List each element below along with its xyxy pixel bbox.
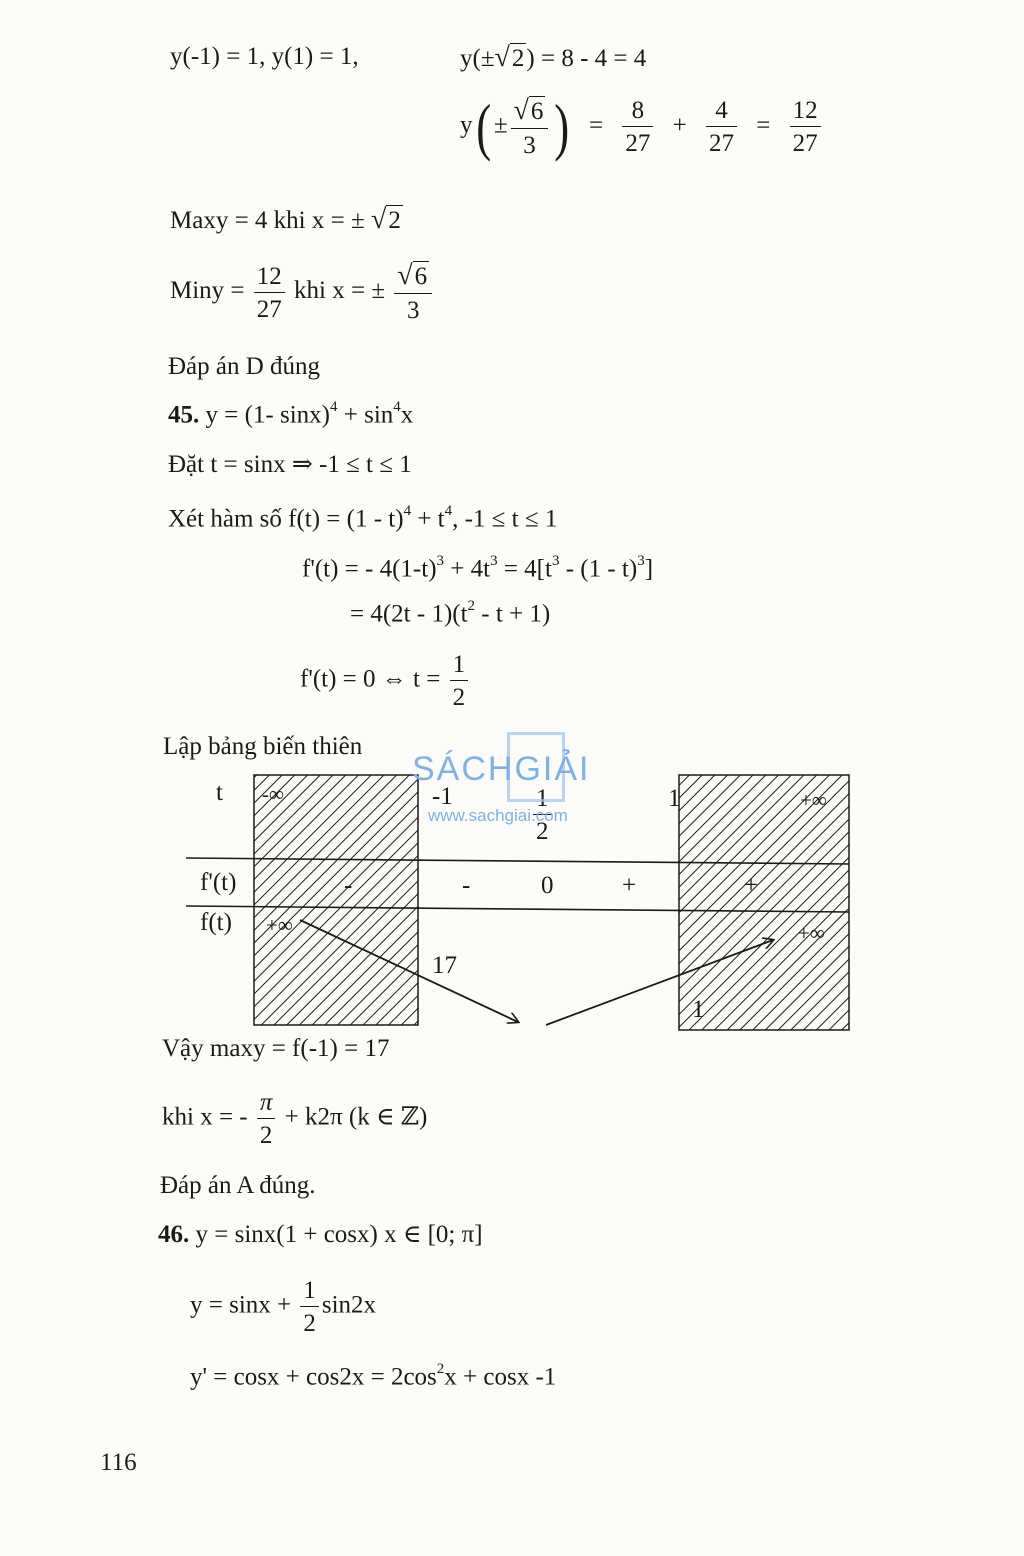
t-neg-inf: -∞ [262,782,284,806]
eval-sqrt6-over-3: y( ± $\frac{√6}{3}$ ) = $\frac{8}{27}$ + $\frac{4}{27}$ = $\frac{12}{27}$ [460,95,824,159]
t-minus-one: -1 [432,783,453,810]
answer-a: Đáp án A đúng. [160,1172,316,1199]
t-one: 1 [668,785,681,812]
derivative-2: = $4(2t - 1)(t^2 - t + 1)$ [350,598,551,628]
max-conclusion: Vậy maxy = f(-1) = 17 [162,1035,390,1062]
y-rewrite: y = sinx + $\frac{1}{2}$ sin2x [190,1277,377,1337]
y-derivative: $y' = \cos x + \cos 2x = 2\cos^2x + \cos x$ -1 [190,1361,557,1391]
f-value-1: 1 [692,996,705,1023]
max-statement: Maxy = 4 khi x = ± √2 [170,204,401,235]
sign-zero: 0 [541,872,554,899]
table-heading: Lập bảng biến thiên [163,733,363,760]
t-pos-inf: +∞ [800,788,827,812]
sign-plus: + [622,872,637,899]
row-label-fprime: f'(t) [200,869,237,896]
derivative-zero: f'(t) = 0 ⇔ t = $\frac{1}{2}$ [300,652,471,710]
row-label-t: t [216,779,223,806]
watermark-title: SÁCHGIẢI [412,750,591,788]
derivative-1: f'(t) = - $4(1-t)^3 + 4t^3 = 4[t^3 - (1 - t)^3]$ [302,553,654,583]
sign-hatched-left: - [344,872,353,899]
sign-hatched-right: + [744,872,759,899]
problem-46: 46. y = sinx(1 + cosx) x ∈ [0; π] [158,1221,483,1248]
problem-45: 45. y = (1- $\sin x)^4 + \sin^4x$ [168,399,414,429]
hatched-region-left [254,775,418,1025]
function-def: Xét hàm số $f(t) = (1 - t)^4 + t^4$, -1 ≤ t ≤ 1 [168,503,558,533]
row-label-f: f(t) [200,909,232,936]
substitution: Đặt t = sinx ⇒ -1 ≤ t ≤ 1 [168,451,412,478]
hatched-region-right [679,775,849,1030]
eval-points: y(-1) = 1, y(1) = 1, [170,43,359,70]
f-pos-inf-right: +∞ [798,921,825,945]
sign-minus: - [462,872,471,899]
f-pos-inf-left: +∞ [266,913,293,937]
x-solution: khi x = - $\frac{\pi}{2}$ + k2π (k ∈ ℤ) [162,1089,428,1149]
t-half: $\frac{1}{2}$ [530,786,555,844]
watermark-url: www.sachgiai.com [428,806,568,825]
watermark-logo [408,730,628,830]
min-statement: Miny = $\frac{12}{27}$ khi x = ± $\frac{√6}{3}$ [170,262,435,323]
f-value-17: 17 [432,952,457,979]
eval-sqrt2: y(±√2) = 8 - 4 = 4 [460,42,647,73]
answer-d: Đáp án D đúng [168,353,321,380]
page-number: 116 [100,1449,137,1476]
